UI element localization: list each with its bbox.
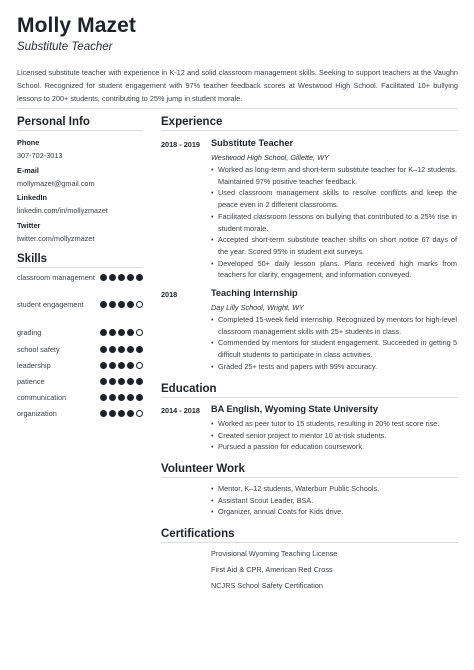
job-bullets — [211, 164, 457, 281]
education-bullets — [211, 418, 457, 453]
skill-level-dots — [100, 378, 143, 385]
filled-dot-icon — [109, 346, 116, 353]
skill-name: leadership — [17, 361, 51, 370]
filled-dot-icon — [100, 362, 107, 369]
skill-name: classroom management — [17, 273, 95, 282]
filled-dot-icon — [127, 346, 134, 353]
empty-dot-icon — [136, 329, 143, 336]
filled-dot-icon — [127, 362, 134, 369]
filled-dot-icon — [127, 410, 134, 417]
filled-dot-icon — [109, 378, 116, 385]
twitter-value[interactable]: twitter.com/mollyzmazet — [17, 234, 95, 243]
personal-info-rule — [17, 130, 143, 131]
list-item: • Developed 50+ daily lesson plans. Plans received high marks from teachers for clarity, engagement, and information conveyed. — [211, 258, 457, 281]
skills-heading: Skills — [17, 253, 48, 265]
skill-name: grading — [17, 328, 42, 337]
filled-dot-icon — [100, 274, 107, 281]
twitter-block — [17, 221, 94, 243]
twitter-label: Twitter — [17, 221, 41, 230]
email-value[interactable]: mollymazet@gmail.com — [17, 179, 95, 188]
filled-dot-icon — [100, 301, 107, 308]
filled-dot-icon — [127, 394, 134, 401]
job-title: Substitute Teacher — [211, 138, 294, 148]
skill-name: patience — [17, 377, 45, 386]
filled-dot-icon — [100, 394, 107, 401]
filled-dot-icon — [118, 274, 125, 281]
skill-name: student engagement — [17, 300, 84, 309]
list-item: • Worked as peer tutor to 15 students, resulting in 20% test score rise. — [211, 418, 457, 430]
skill-name: school safety — [17, 345, 60, 354]
filled-dot-icon — [100, 329, 107, 336]
candidate-role: Substitute Teacher — [17, 41, 113, 53]
linkedin-block — [17, 193, 108, 215]
filled-dot-icon — [109, 274, 116, 281]
linkedin-label: LinkedIn — [17, 193, 47, 202]
list-item: • Worked as long-term and short-term substitute teacher for K–12 students. Maintained 97% positive teacher feedback. — [211, 164, 457, 187]
list-item: • Accepted short-term substitute teacher shifts on short notice 67 days of the year. Scored 95% in student exit surveys. — [211, 234, 457, 257]
linkedin-value[interactable]: linkedin.com/in/mollyzmazet — [17, 206, 108, 215]
job-organization: Westwood High School, Gillette, WY — [211, 153, 329, 162]
header-divider — [17, 108, 458, 109]
skill-level-dots — [100, 394, 143, 401]
skill-level-dots — [100, 329, 143, 336]
job-date: 2018 - 2019 — [161, 140, 200, 149]
email-label: E-mail — [17, 166, 39, 175]
skill-level-dots — [100, 301, 143, 308]
filled-dot-icon — [118, 346, 125, 353]
list-item: • Completed 15-week field internship. Recognized by mentors for high-level classroom management skills with 25+ students in class. — [211, 314, 457, 337]
experience-rule — [161, 130, 458, 131]
empty-dot-icon — [136, 362, 143, 369]
skill-level-dots — [100, 274, 143, 281]
education-rule — [161, 397, 458, 398]
filled-dot-icon — [118, 394, 125, 401]
list-item: • Assistant Scout Leader, BSA. — [211, 495, 457, 507]
skills-rule — [17, 267, 143, 268]
volunteer-rule — [161, 477, 458, 478]
email-block — [17, 166, 95, 188]
certifications-heading: Certifications — [161, 528, 235, 540]
education-degree: BA English, Wyoming State University — [211, 404, 378, 414]
filled-dot-icon — [118, 378, 125, 385]
job-organization: Day Lilly School, Wright, WY — [211, 303, 304, 312]
list-item: • Created senior project to mentor 10 at-risk students. — [211, 430, 457, 442]
filled-dot-icon — [109, 362, 116, 369]
phone-value: 307-702-3013 — [17, 151, 63, 160]
skill-level-dots — [100, 346, 143, 353]
job-date: 2018 — [161, 290, 178, 299]
skill-level-dots — [100, 362, 143, 369]
list-item: • Commended by mentors for student engagement. Succeeded in getting 5 difficult students to participate in class activities. — [211, 337, 457, 360]
filled-dot-icon — [109, 329, 116, 336]
job-bullets — [211, 314, 457, 373]
skill-level-dots — [100, 410, 143, 417]
skill-name: organization — [17, 409, 57, 418]
volunteer-heading: Volunteer Work — [161, 463, 245, 475]
filled-dot-icon — [136, 346, 143, 353]
certifications-rule — [161, 542, 458, 543]
volunteer-bullets — [211, 483, 457, 518]
empty-dot-icon — [136, 301, 143, 308]
filled-dot-icon — [100, 410, 107, 417]
list-item: • Mentor, K–12 students, Waterburr Public Schools. — [211, 483, 457, 495]
phone-label: Phone — [17, 138, 40, 147]
filled-dot-icon — [118, 410, 125, 417]
list-item: • Used classroom management skills to resolve conflicts and keep the peace even in 2 different classrooms. — [211, 187, 457, 210]
candidate-name: Molly Mazet — [17, 14, 136, 37]
filled-dot-icon — [100, 346, 107, 353]
filled-dot-icon — [127, 301, 134, 308]
personal-info-heading: Personal Info — [17, 116, 90, 128]
filled-dot-icon — [127, 274, 134, 281]
filled-dot-icon — [136, 274, 143, 281]
filled-dot-icon — [100, 378, 107, 385]
filled-dot-icon — [118, 301, 125, 308]
filled-dot-icon — [109, 394, 116, 401]
education-heading: Education — [161, 383, 217, 395]
filled-dot-icon — [118, 329, 125, 336]
job-title: Teaching Internship — [211, 288, 298, 298]
education-date: 2014 - 2018 — [161, 406, 200, 415]
filled-dot-icon — [109, 410, 116, 417]
certification-item: NCJRS School Safety Certification — [211, 581, 323, 590]
summary-paragraph: Licensed substitute teacher with experience in K-12 and solid classroom management skills. Seeking to support teachers at the Vaughn School. Recognized for student engagement with 97% teacher feedback scores at Westwood High School. Facilitated 10+ bullying lessons to 200+ students, contributing to 25% jump in student morale. — [17, 68, 458, 104]
filled-dot-icon — [136, 394, 143, 401]
list-item: • Facilitated classroom lessons on bullying that contributed to a 25% rise in student morale. — [211, 211, 457, 234]
skill-name: communication — [17, 393, 67, 402]
phone-block — [17, 138, 62, 160]
list-item: • Pursued a passion for education coursework. — [211, 441, 457, 453]
experience-heading: Experience — [161, 116, 223, 128]
list-item: • Organizer, annual Coats for Kids drive. — [211, 506, 457, 518]
list-item: • Graded 25+ tests and papers with 99% accuracy. — [211, 361, 457, 373]
filled-dot-icon — [118, 362, 125, 369]
filled-dot-icon — [127, 378, 134, 385]
filled-dot-icon — [136, 378, 143, 385]
filled-dot-icon — [127, 329, 134, 336]
certification-item: First Aid & CPR, American Red Cross — [211, 565, 333, 574]
certification-item: Provisional Wyoming Teaching License — [211, 549, 338, 558]
filled-dot-icon — [109, 301, 116, 308]
empty-dot-icon — [136, 410, 143, 417]
